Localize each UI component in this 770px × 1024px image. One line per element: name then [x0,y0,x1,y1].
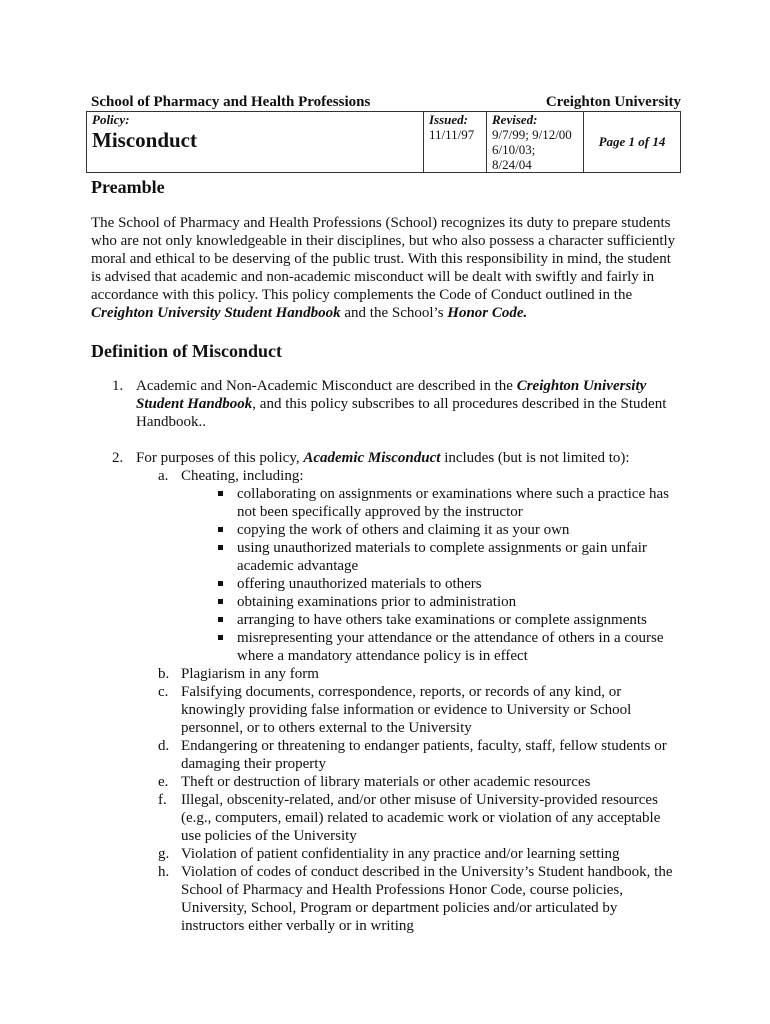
subitem-letter: c. [158,684,169,700]
preamble-body: The School of Pharmacy and Health Professions (School) recognizes its duty to prepare students who are not only knowledgeable in their disciplines, but who also possess a character sufficiently moral and ethical to be deserving of the public trust. With this responsibility in mind, the student is advised that academic and non-academic misconduct will be dealt with swiftly and fairly in accordance with this policy. This policy complements the Code of Conduct outlined in the [91,215,676,303]
bullet-text: obtaining examinations prior to administration [237,594,517,610]
preamble-heading: Preamble [91,177,165,197]
item1-text-end: , and this policy subscribes to all procedures described in the Student Handbook.. [136,396,667,430]
school-name: School of Pharmacy and Health Professions [91,94,371,110]
bullet-icon [218,599,223,604]
document-header [91,94,681,111]
misconduct-list [91,377,681,935]
subitem-e [91,773,681,791]
preamble-and: and the School’s [340,305,448,321]
item2-text-end: includes (but is not limited to): [440,450,630,466]
list-item [91,449,681,467]
revised-cell [487,112,584,173]
bullet-icon [218,527,223,532]
bullet-item [91,629,681,665]
subitem-text: Violation of patient confidentiality in any practice and/or learning setting [181,846,620,862]
subitem-g [91,845,681,863]
policy-title: Misconduct [92,128,197,152]
subitem-d [91,737,681,773]
bullet-item [91,611,681,629]
university-name: Creighton University [545,94,681,110]
subitem-text: Violation of codes of conduct described in the University’s Student handbook, the School of Pharmacy and Health Professions Honor Code, course policies, University, School, Program or department policies and/or articulated by instructors either verbally or in writing [181,864,673,934]
bullet-text: copying the work of others and claiming it as your own [237,522,570,538]
subitem-h [91,863,681,935]
issued-cell [424,112,487,173]
item-number: 1. [112,378,124,394]
bullet-item [91,539,681,575]
subitem-letter: f. [158,792,167,808]
subitem-text: Endangering or threatening to endanger patients, faculty, staff, fellow students or damaging their property [181,738,667,772]
subitem-letter: a. [158,468,169,484]
subitem-c [91,683,681,737]
bullet-icon [218,581,223,586]
subitem-f [91,791,681,845]
revised-label: Revised: [492,112,538,127]
bullet-icon [218,635,223,640]
list-item [91,377,681,431]
handbook-title: Creighton University Student Handbook [91,305,341,321]
bullet-icon [218,545,223,550]
subitem-a [91,467,681,485]
revised-dates-2: 6/10/03; 8/24/04 [492,142,536,172]
subitem-letter: e. [158,774,169,790]
academic-misconduct-term: Academic Misconduct [303,450,441,466]
handbook-title: Creighton University Student Handbook [136,378,647,412]
bullet-text: collaborating on assignments or examinations where such a practice has not been specifically approved by the instructor [237,486,669,520]
subitem-letter: b. [158,666,170,682]
subitem-text: Illegal, obscenity-related, and/or other misuse of University-provided resources (e.g., computers, email) related to academic work or violation of any acceptable use policies of the University [181,792,661,844]
bullet-item [91,575,681,593]
bullet-icon [218,617,223,622]
bullet-item [91,485,681,521]
issued-label: Issued: [429,112,469,127]
bullet-item [91,593,681,611]
bullet-text: misrepresenting your attendance or the attendance of others in a course where a mandatory attendance policy is in effect [237,630,664,664]
issued-date: 11/11/97 [429,127,475,142]
policy-header-table [86,111,681,173]
subitem-letter: h. [158,864,170,880]
subitem-text: Falsifying documents, correspondence, reports, or records of any kind, or knowingly providing false information or evidence to University or School personnel, or to others external to the University [181,684,632,736]
item1-text: Academic and Non-Academic Misconduct are described in the [136,378,517,394]
honor-code-title: Honor Code. [447,305,528,321]
bullet-text: using unauthorized materials to complete assignments or gain unfair academic advantage [237,540,647,574]
preamble-text [91,214,681,322]
bullet-text: arranging to have others take examinations or complete assignments [237,612,647,628]
bullet-item [91,521,681,539]
policy-label: Policy: [92,112,130,127]
policy-cell [87,112,424,173]
subitem-b [91,665,681,683]
item2-text: For purposes of this policy, [136,450,304,466]
revised-dates-1: 9/7/99; 9/12/00 [492,127,572,142]
subitem-text: Plagiarism in any form [181,666,319,682]
subitem-text: Theft or destruction of library materials or other academic resources [181,774,591,790]
definition-heading: Definition of Misconduct [91,341,282,361]
bullet-icon [218,491,223,496]
subitem-letter: d. [158,738,170,754]
subitem-text: Cheating, including: [181,468,304,484]
item-number: 2. [112,450,124,466]
bullet-text: offering unauthorized materials to others [237,576,482,592]
subitem-letter: g. [158,846,170,862]
page-number: Page 1 of 14 [584,112,681,173]
